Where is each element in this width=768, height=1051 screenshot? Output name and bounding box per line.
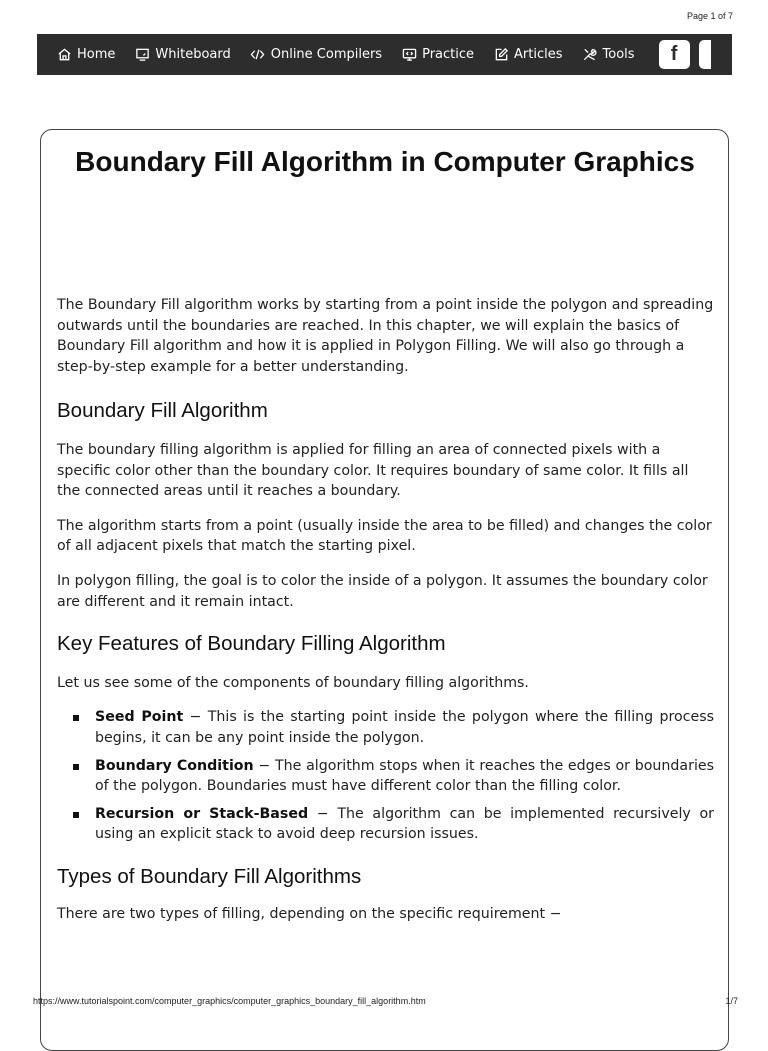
nav-item-label: Practice bbox=[422, 47, 475, 62]
nav-item-home[interactable] bbox=[56, 47, 115, 63]
paragraph: There are two types of filling, depending on the specific requirement − bbox=[57, 906, 562, 923]
section-heading-boundary-fill: Boundary Fill Algorithm bbox=[57, 399, 268, 423]
list-item-text: − This is the starting point inside the polygon where the filling process begins, it can be any point inside the polygon. bbox=[95, 709, 714, 746]
list-item bbox=[57, 756, 714, 797]
section-heading-key-features: Key Features of Boundary Filling Algorithm bbox=[57, 632, 446, 656]
monitor-icon bbox=[401, 47, 417, 63]
code-icon bbox=[250, 47, 266, 63]
tools-icon bbox=[582, 47, 598, 63]
nav-item-label: Whiteboard bbox=[155, 47, 231, 62]
paragraph: The boundary filling algorithm is applied for filling an area of connected pixels with a specific color other than the boundary color. It requires boundary of same color. It fills all the connected areas until it reaches a boundary. bbox=[57, 441, 689, 500]
page-title: Boundary Fill Algorithm in Computer Graphics bbox=[75, 146, 695, 177]
whiteboard-icon bbox=[134, 47, 150, 63]
nav-item-label: Articles bbox=[514, 47, 563, 62]
nav-item-practice[interactable] bbox=[401, 47, 474, 63]
list-item bbox=[57, 804, 714, 845]
list-item-term: Seed Point bbox=[95, 709, 184, 726]
list-item-term: Boundary Condition bbox=[95, 757, 254, 774]
nav-item-articles[interactable] bbox=[493, 47, 562, 63]
nav-item-label: Online Compilers bbox=[270, 47, 383, 62]
paragraph: In polygon filling, the goal is to color the inside of a polygon. It assumes the boundary color are different and it remain intact. bbox=[57, 572, 708, 610]
paragraph: Let us see some of the components of boundary filling algorithms. bbox=[57, 674, 529, 691]
bullet-square-icon bbox=[73, 812, 79, 818]
nav-item-whiteboard[interactable] bbox=[134, 47, 230, 63]
nav-item-label: Tools bbox=[602, 47, 635, 62]
bullet-square-icon bbox=[73, 764, 79, 770]
article-content bbox=[57, 295, 714, 925]
nav-item-tools[interactable] bbox=[582, 47, 635, 63]
social-button-partial[interactable] bbox=[699, 40, 711, 69]
paragraph: The algorithm starts from a point (usually inside the area to be filled) and changes the color of all adjacent pixels that match the starting pixel. bbox=[57, 517, 712, 555]
footer-page-number: 1/7 bbox=[725, 996, 738, 1006]
nav-item-label: Home bbox=[77, 47, 116, 62]
top-navbar bbox=[37, 34, 732, 75]
list-item bbox=[57, 707, 714, 748]
facebook-button[interactable] bbox=[659, 40, 690, 69]
section-heading-types: Types of Boundary Fill Algorithms bbox=[57, 864, 362, 888]
footer-url[interactable]: https://www.tutorialspoint.com/computer_graphics/computer_graphics_boundary_fill_algorithm.htm bbox=[33, 996, 426, 1006]
list-item-term: Recursion or Stack-Based bbox=[95, 805, 309, 822]
page-indicator: Page 1 of 7 bbox=[686, 11, 733, 21]
intro-paragraph: The Boundary Fill algorithm works by starting from a point inside the polygon and spreading outwards until the boundaries are reached. In this chapter, we will explain the basics of Boundary Fill algorithm and how it is applied in Polygon Filling. We will also go through a step-by-step example for a better understanding. bbox=[57, 297, 714, 375]
home-icon bbox=[56, 47, 72, 63]
facebook-icon: f bbox=[670, 43, 678, 65]
list-item-text: − The algorithm can be implemented recursively or using an explicit stack to avoid deep recursion issues. bbox=[95, 805, 715, 843]
feature-list bbox=[57, 707, 714, 845]
edit-icon bbox=[493, 47, 509, 63]
nav-item-online-compilers[interactable] bbox=[250, 47, 382, 63]
bullet-square-icon bbox=[73, 715, 79, 721]
list-item-text: − The algorithm stops when it reaches the edges or boundaries of the polygon. Boundaries must have different color than the filling color. bbox=[95, 757, 715, 795]
